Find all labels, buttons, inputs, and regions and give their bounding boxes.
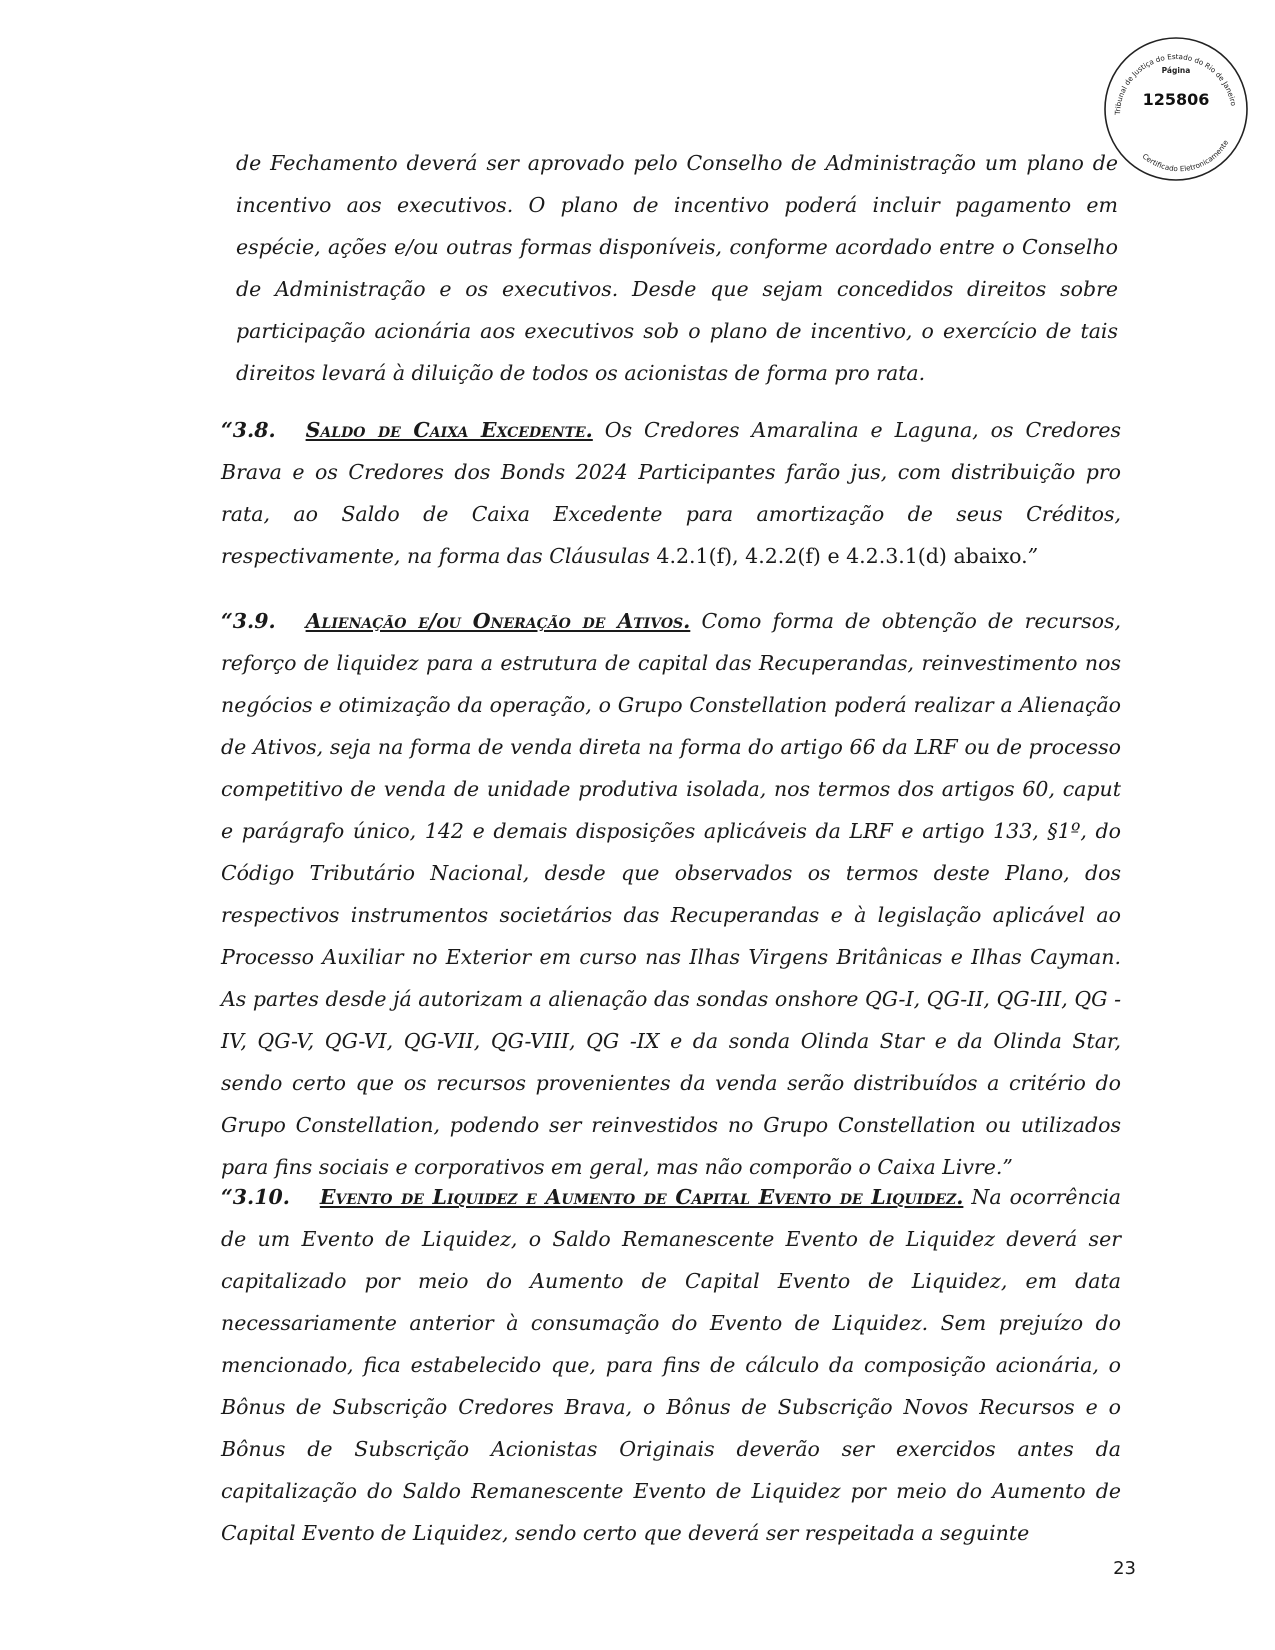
- clause-3-8-title: Saldo de Caixa Excedente.: [305, 418, 593, 442]
- clause-3-10-title: Evento de Liquidez e Aumento de Capital Evento de Liquidez.: [319, 1185, 964, 1209]
- clause-3-8-closing-quote: ”: [1027, 544, 1039, 568]
- court-certification-stamp: [1102, 35, 1250, 183]
- clause-3-10: [221, 1176, 1121, 1554]
- paragraph-continued: [236, 142, 1118, 394]
- clause-3-8: [221, 409, 1121, 577]
- clause-3-8-references: 4.2.1(f), 4.2.2(f) e 4.2.3.1(d) abaixo.: [649, 544, 1028, 568]
- clause-3-9-number: “3.9.: [221, 609, 276, 633]
- paragraph-continued-text: de Fechamento deverá ser aprovado pelo Conselho de Administração um plano de incentivo aos executivos. O plano de incentivo poderá incluir pagamento em espécie, ações e/ou outras formas disponíveis, conforme acordado entre o Conselho de Administração e os executivos. Desde que sejam concedidos direitos sobre participação acionária aos executivos sob o plano de incentivo, o exercício de tais direitos levará à diluição de todos os acionistas de forma pro rata.: [236, 151, 1118, 385]
- clause-3-10-number: “3.10.: [221, 1185, 290, 1209]
- page-number: 23: [1113, 1558, 1136, 1579]
- clause-3-9: [221, 600, 1121, 1188]
- stamp-label: Página: [1161, 66, 1191, 75]
- stamp-arc-bottom: Certificado Eletronicamente: [1140, 138, 1231, 174]
- clause-3-10-text: Na ocorrência de um Evento de Liquidez, o Saldo Remanescente Evento de Liquidez deverá ser capitalizado por meio do Aumento de Capital Evento de Liquidez, em data necessariamente anterior à consumação do Evento de Liquidez. Sem prejuízo do mencionado, fica estabelecido que, para fins de cálculo da composição acionária, o Bônus de Subscrição Credores Brava, o Bônus de Subscrição Novos Recursos e o Bônus de Subscrição Acionistas Originais deverão ser exercidos antes da capitalização do Saldo Remanescente Evento de Liquidez por meio do Aumento de Capital Evento de Liquidez, sendo certo que deverá ser respeitada a seguinte: [221, 1185, 1121, 1545]
- stamp-seal-icon: [1102, 35, 1250, 183]
- stamp-page-code: 125806: [1142, 90, 1210, 109]
- clause-3-8-number: “3.8.: [221, 418, 276, 442]
- svg-text:Certificado Eletronicamente: [1141, 138, 1231, 173]
- clause-3-9-text: Como forma de obtenção de recursos, reforço de liquidez para a estrutura de capital das Recuperandas, reinvestimento nos negócios e otimização da operação, o Grupo Constellation poderá realizar a Alienação de Ativos, seja na forma de venda direta na forma do artigo 66 da LRF ou de processo competitivo de venda de unidade produtiva isolada, nos termos dos artigos 60, caput e parágrafo único, 142 e demais disposições aplicáveis da LRF e artigo 133, §1º, do Código Tributário Nacional, desde que observados os termos deste Plano, dos respectivos instrumentos societários das Recuperandas e à legislação aplicável ao Processo Auxiliar no Exterior em curso nas Ilhas Virgens Britânicas e Ilhas Cayman. As partes desde já autorizam a alienação das sondas onshore QG-I, QG-II, QG-III, QG -IV, QG-V, QG-VI, QG-VII, QG-VIII, QG -IX e da sonda Olinda Star e da Olinda Star, sendo certo que os recursos provenientes da venda serão distribuídos a critério do Grupo Constellation, podendo ser reinvestidos no Grupo Constellation ou utilizados para fins sociais e corporativos em geral, mas não comporão o Caixa Livre.”: [221, 609, 1121, 1179]
- clause-3-9-title: Alienação e/ou Oneração de Ativos.: [305, 609, 691, 633]
- stamp-arc-top: Tribunal de Justiça do Estado do Rio de Janeiro: [1112, 51, 1239, 116]
- clause-3-8-text: Os Credores Amaralina e Laguna, os Credores Brava e os Credores dos Bonds 2024 Participantes farão jus, com distribuição pro rata, ao Saldo de Caixa Excedente para amortização de seus Créditos, respectivamente, na forma das Cláusulas: [221, 418, 1121, 568]
